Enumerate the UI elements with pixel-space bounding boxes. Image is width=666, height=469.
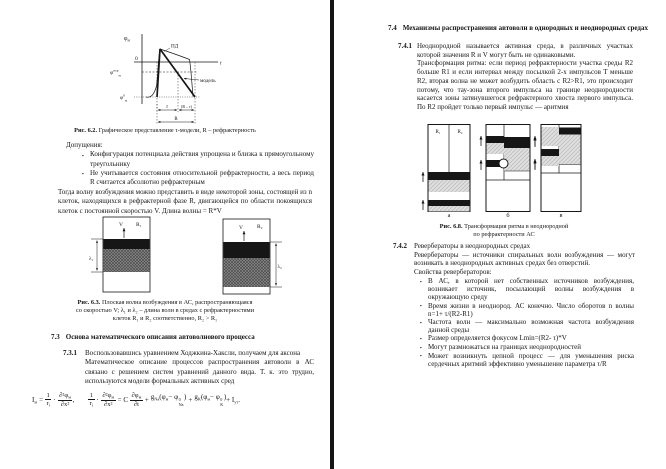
wave-front [487,136,505,143]
r2-label: R₂ [457,130,463,135]
section-7-3-1-number: 7.3.1 [63,349,77,357]
section-7-4-2-number: 7.4.2 [393,242,407,250]
figure-6-2-caption [40,127,290,135]
equals-sign: = [39,396,44,404]
bullet-icon: ▪ [420,319,422,325]
model-hypotenuse [160,49,195,97]
section-7-3-1-intro: Воспользовавшись уравнением Ходжкина-Хаксли, получаем для аксона [85,349,301,357]
refractory-tail [429,180,470,192]
section-7-3-heading [51,333,321,342]
refractory-zone [103,249,149,272]
fraction: $\frac{1}{r_i}$ [46,391,50,408]
section-7-4-2-body [414,242,635,277]
tau-label: τ [166,105,168,110]
figure-6-3-box2 [220,217,284,299]
comma: , [72,396,75,404]
panel-label-a: а [447,212,451,219]
property-text: Время жизни в неоднород. АС конечно. Число оборотов n волны n=1+ τ/(R2-R1) [428,301,634,318]
bullet-icon: ▪ [420,344,422,350]
refractory-tail [487,143,505,154]
section-title: Механизмы распространения автоволн в однородных и неоднородных средах [402,24,648,32]
hodgkin-huxley-formula [32,386,322,414]
dot-operator: · [53,396,56,404]
document-page-left [0,0,330,469]
r-label: R [174,117,178,122]
excited-zone [103,239,149,249]
velocity-label: V [119,222,123,228]
r1-label: R₁ [136,222,142,228]
figure-6-3-caption [35,299,295,324]
reverberator-properties-list [420,277,634,368]
assumption-text: Конфигурация потенциала действия упрощена и близка к прямоугольному треугольнику [90,150,314,168]
property-text: Размер определяется фокусом Lmin=(R2- τ)*V [428,334,567,343]
list-item [420,318,634,334]
action-potential-curve [146,49,193,97]
list-item [420,334,634,343]
fraction: $\frac{\partial^2\varphi_м}{\text{∂x²}}$ [102,391,115,408]
threshold-label: $\varphi^{пор}_м$ [110,68,121,78]
velocity-label: V [239,225,243,231]
lambda2-label: λ₂ [277,264,282,270]
wave-front [504,137,530,148]
wave-front [559,128,581,135]
section-7-4-1-number: 7.4.1 [398,42,412,50]
formula-term: $I_м$ [32,395,38,405]
refractory-zone [223,258,269,287]
assumptions-title: Допущения: [66,141,103,149]
fraction: $\frac{1}{r_i}$ [89,391,94,408]
t-label: t [220,60,222,67]
r1-label: R₁ [435,130,441,135]
caption-text: Плоская волна возбуждения в АС, распространяющаяся [100,299,253,306]
assumptions-block [58,141,314,187]
wave-paragraph: Тогда волну возбуждения можно представить в виде некоторой зоны, состоящей из n клеток, находящихся в рефрактерной фазе R, двигающейся по области покоящихся клеток с постоянной скоростью V. Длина волны = R*V [58,188,312,215]
property-text: Может возникнуть цепной процесс — для уменьшения риска сердечных аритмий эффективно уменьшение параметра τ/R [428,351,634,369]
section-7-3-1-body [85,349,314,386]
zero-label: 0 [135,56,138,62]
reverberator-curl [499,159,508,168]
rest-label: $\varphi^0_м$ [120,93,128,103]
lambda1-label: λ₁ [89,256,94,262]
refractory-tail [504,148,530,171]
section-7-4-2-text: Ревербераторы — источники спиральных волн возбуждения — могут возникать в неоднородных активных средах без отверстий. [414,250,635,268]
bullet-icon: ▪ [420,278,422,284]
fraction: $\frac{\partial^2\varphi_м}{\text{∂x²}}$ [59,391,71,408]
sodium-term: $g_{Na}(\varphi_м- \varphi$ 0 Na ) [150,393,187,407]
section-number: 7.3 [51,333,60,341]
section-7-4-1-para2: Трансформация ритма: если период рефрактерности участка среды R2 больше R1 и если интервал между посылкой 2-х импульсов T меньше R2, вторая волна не может возбудить область с R2>R1, это происходит потому, что тау-зона второго импульса на границе неоднородности касается зоны затянувшегося рефрактерного хвоста первого импульса. По R2 пройдет только первый импульс — аритмия [417,59,633,111]
property-text: В АС, в которой нет собственных источников возбуждения, возникает источник, посылающий волны возбуждения в окружающую среду [428,277,634,302]
caption-line [35,299,295,307]
panel-label-b: б [506,212,510,219]
figure-6-3-caption-label: Рис. 6.3. [77,299,101,306]
figure-6-8-caption [394,223,614,239]
section-7-3-1-text: Математическое описание процессов распространения автоволн в АС связано с решением систем уравнений данного вида. Т. к. это трудно, используются модели формальных активных сред [85,358,314,385]
caption-line [394,223,614,231]
refractory-tail [559,135,581,165]
section-7-4-heading [388,24,666,33]
list-item [420,352,634,368]
section-7-4-1-para1: Неоднородной называется активная среда, в различных участках которой значения R и V могут быть не одинаковыми. [417,42,633,59]
list-item [420,302,634,318]
caption-line: клеток R₁ и R₂ соответственно, R₂ > R₁ [112,315,218,323]
wave-front [429,200,470,206]
bullet-icon: ▪ [420,353,422,359]
plus-sign: + [144,396,149,404]
wave-front [542,149,560,156]
section-7-4-2-title: Ревербераторы в неоднородных средах [414,242,531,250]
r2-label: R₂ [257,224,263,230]
equals-c: = C [117,396,128,404]
caption-line: со скоростью V; λ₁ и λ₂ – длина волн в средах с рефрактерностями [75,307,254,315]
y-axis-label: $\varphi_м$ [124,36,130,43]
figure-6-2-caption-label: Рис. 6.2. [74,127,98,134]
bullet-icon: ▪ [420,335,422,341]
document-page-right [334,0,666,469]
refractory-tail [542,156,560,166]
refractory-tail [542,127,560,146]
refractory-tail [429,206,470,212]
panel-label-v: в [559,212,563,219]
wave-front [429,172,470,180]
pd-label: ПД [171,43,179,50]
dot-operator: · [96,396,99,404]
reverberator-properties-title: Свойства ревербераторов: [414,268,492,277]
section-number: 7.4 [388,24,397,32]
property-text: Частота волн — максимально возможная частота возбуждения данной среды [428,318,634,335]
figure-6-8-caption-label: Рис. 6.8. [439,223,463,230]
r-minus-tau-label: (R – τ) [181,104,192,109]
figure-6-8-panel-v [530,124,586,212]
figure-6-8-panel-a [419,124,471,212]
bullet-icon: ▪ [82,152,84,158]
list-item [82,150,314,169]
figure-6-2-caption-text: Графическое представление τ-модели, R – рефрактерность [97,127,256,134]
fraction: $\frac{\partial\varphi_м}{\partial t}$ [131,391,142,408]
list-item [82,169,314,188]
list-item [420,277,634,302]
figure-6-2-graph [108,28,232,128]
assumption-text: Не учитывается состояния относительной рефрактерности, а весь период R считается абсолютно рефрактерным [90,168,314,187]
bullet-icon: ▪ [420,303,422,309]
caption-line: по рефрактерности АС [473,231,535,239]
model-label: модель [200,78,216,84]
excited-zone [223,242,269,258]
section-title: Основа математического описания автоволнового процесса [65,333,255,341]
list-item [420,343,634,352]
figure-6-3-box1 [89,215,153,297]
property-text: Могут размножаться на границах неоднородностей [428,343,582,352]
potassium-term: $g_K(\varphi_м- \varphi$ 0 K ) [194,393,227,407]
leak-term: + $I_{ут}$. [226,395,240,405]
bullet-icon: ▪ [82,171,84,177]
section-7-4-1-body [417,42,633,112]
plus-sign: + [188,396,193,404]
caption-text: Трансформация ритма в неоднородной [462,223,569,230]
pd-leader [164,48,170,52]
